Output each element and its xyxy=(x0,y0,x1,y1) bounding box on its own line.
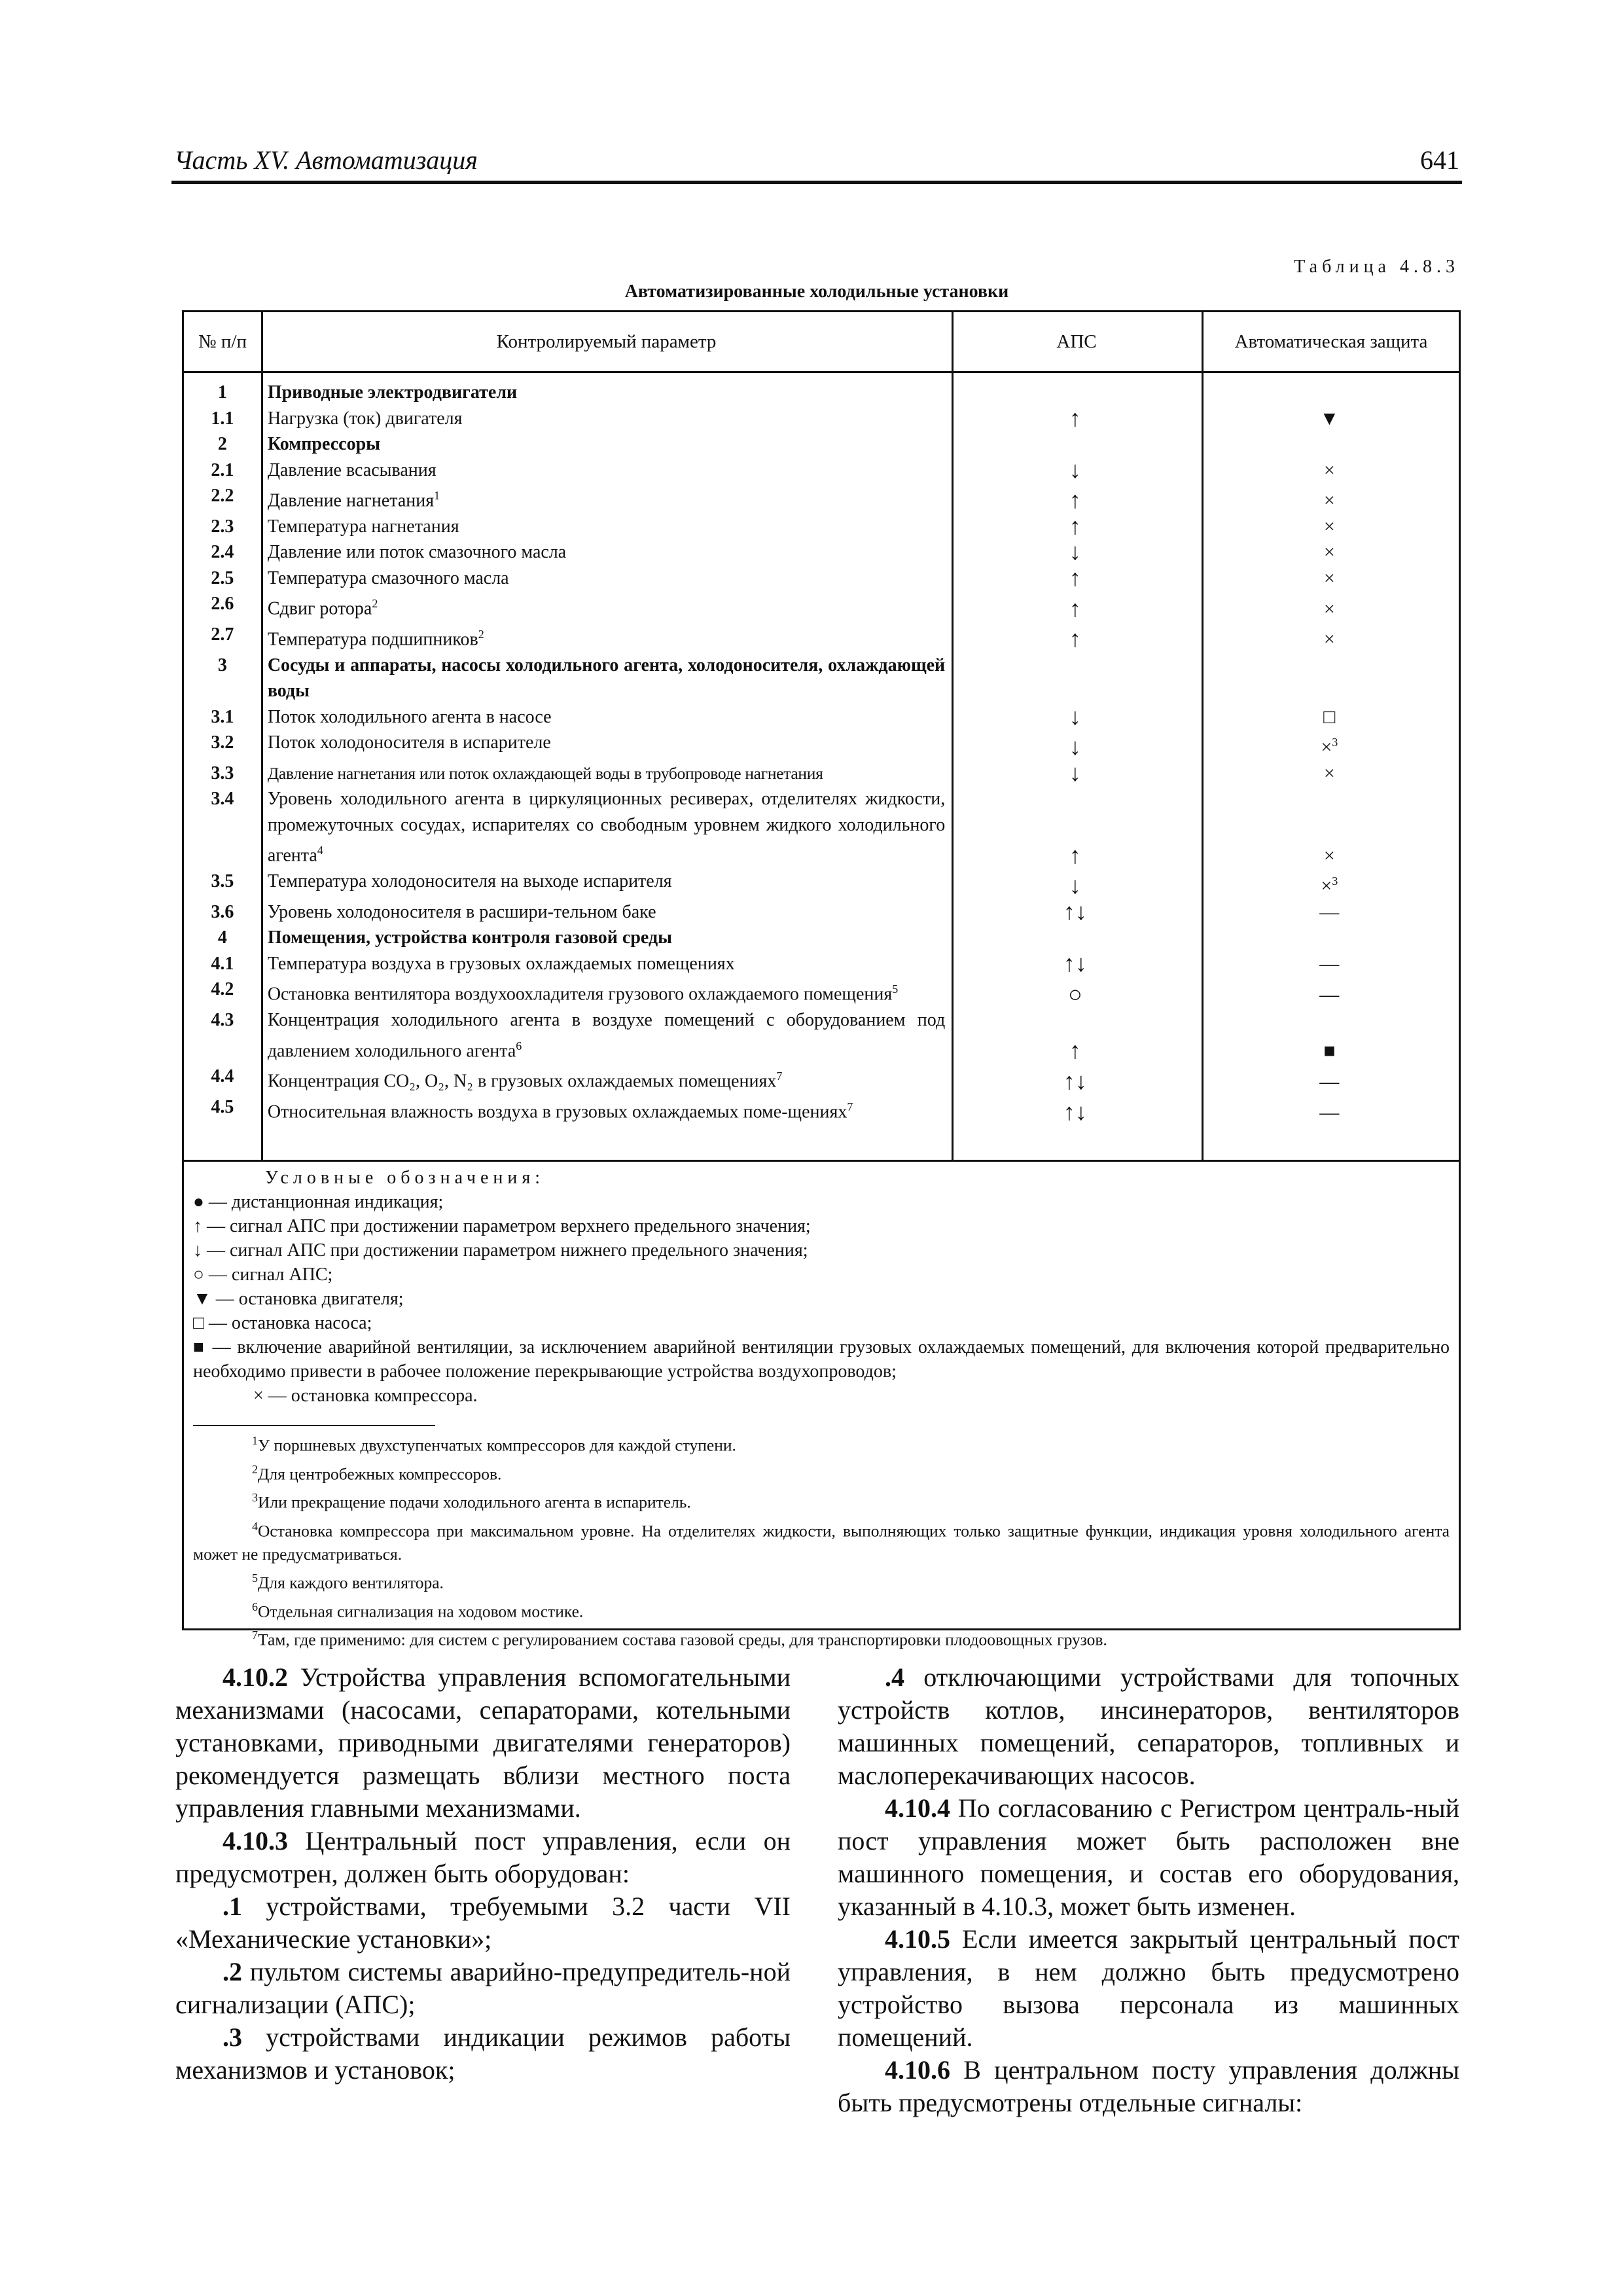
table-row xyxy=(184,514,1459,540)
paragraph xyxy=(838,1792,1459,1923)
row-parameter-text: Сосуды и аппараты, насосы холодильного агента, холодоносителя, охлаждающей воды xyxy=(267,655,946,702)
row-parameter xyxy=(261,431,950,457)
table-header-divider xyxy=(184,371,1459,373)
row-aps xyxy=(950,761,1200,787)
footnote-number: 5 xyxy=(252,1571,258,1585)
row-parameter-text: Температура подшипников xyxy=(267,629,478,650)
row-protection xyxy=(1200,622,1459,653)
paragraph-text: Устройства управления вспомогательными механизмами (насосами, сепараторами, котельными установками, приводными двигателями генераторов) рекомендуется размещать вблизи местного поста управления главными механизмами. xyxy=(175,1662,791,1823)
row-number: 2.5 xyxy=(211,567,234,588)
row-parameter-text: Давление или поток смазочного масла xyxy=(267,542,567,563)
row-protection xyxy=(1200,951,1459,977)
protection-symbol: □ xyxy=(1323,706,1336,728)
paragraph-text: Центральный пост управления, если он предусмотрен, должен быть оборудован: xyxy=(175,1826,791,1888)
legend-item: ● — дистанционная индикация; xyxy=(193,1192,444,1212)
protection-symbol: — xyxy=(1319,1101,1340,1123)
aps-symbol: ↑ xyxy=(1069,404,1081,431)
row-aps xyxy=(950,977,1200,1007)
row-aps xyxy=(950,431,1200,457)
table-row xyxy=(184,457,1459,484)
footnote-rule xyxy=(193,1425,435,1426)
row-parameter xyxy=(261,380,950,406)
footnote xyxy=(193,1515,1450,1567)
row-protection xyxy=(1200,431,1459,457)
paragraph-number: 4.10.5 xyxy=(885,1924,950,1954)
row-protection xyxy=(1200,1007,1459,1064)
table-header-protection: Автоматическая защита xyxy=(1234,331,1428,352)
table-row xyxy=(184,1094,1459,1125)
row-parameter-text: Уровень холодильного агента в циркуляционных ресиверах, отделителях жидкости, промежуточных сосудах, испарителях со свободным уровнем жидкого холодильного агента xyxy=(267,789,946,866)
row-number: 3.3 xyxy=(211,762,234,783)
aps-symbol: ↓ xyxy=(1069,539,1081,565)
row-aps xyxy=(950,406,1200,432)
body-column-left xyxy=(175,1661,791,2087)
row-number: 3.5 xyxy=(211,871,234,892)
protection-symbol: × xyxy=(1323,541,1335,564)
row-protection xyxy=(1200,899,1459,925)
row-parameter xyxy=(261,622,950,653)
row-protection xyxy=(1200,483,1459,514)
row-aps xyxy=(950,786,1200,869)
footnote-text: Отдельная сигнализация на ходовом мостике. xyxy=(258,1602,584,1621)
footnote xyxy=(193,1595,1450,1624)
paragraph xyxy=(838,1923,1459,2054)
aps-symbol: ↑↓ xyxy=(1063,898,1087,925)
protection-symbol: — xyxy=(1319,901,1340,923)
footnote xyxy=(193,1623,1450,1652)
protection-symbol: × xyxy=(1323,598,1335,620)
row-protection xyxy=(1200,869,1459,899)
aps-symbol: ↑ xyxy=(1069,564,1081,591)
row-parameter xyxy=(261,899,950,925)
row-protection xyxy=(1200,1094,1459,1125)
row-parameter xyxy=(261,1007,950,1064)
paragraph-number: 4.10.2 xyxy=(223,1662,288,1692)
legend-item: ■ — включение аварийной вентиляции, за исключением аварийной вентиляции грузовых охлаждаемых помещений, для включения которой предварительно необходимо привести в рабочее положение перекрывающие устройства воздухопроводов; xyxy=(193,1337,1450,1382)
footnote-number: 7 xyxy=(252,1628,258,1641)
row-number: 4.1 xyxy=(211,953,234,974)
aps-symbol: ↓ xyxy=(1069,734,1081,761)
table-body xyxy=(184,380,1459,1125)
row-number: 3.6 xyxy=(211,901,234,922)
row-parameter-text: Уровень холодоносителя в расшири-тельном баке xyxy=(267,901,656,922)
footnote-text: Для каждого вентилятора. xyxy=(258,1573,444,1592)
row-parameter xyxy=(261,457,950,484)
paragraph-number: .2 xyxy=(223,1957,242,1986)
legend-item: ↑ — сигнал АПС при достижении параметром верхнего предельного значения; xyxy=(193,1216,811,1236)
table-row xyxy=(184,380,1459,406)
row-parameter xyxy=(261,704,950,730)
table-number: Таблица 4.8.3 xyxy=(1294,257,1459,277)
footnote-text: У поршневых двухступенчатых компрессоров для каждой ступени. xyxy=(258,1435,736,1455)
paragraph-number: 4.10.4 xyxy=(885,1793,950,1823)
table-row xyxy=(184,786,1459,869)
row-protection xyxy=(1200,565,1459,592)
footnote-number: 1 xyxy=(252,1434,258,1447)
footnote xyxy=(193,1429,1450,1458)
aps-symbol: ○ xyxy=(1068,980,1082,1007)
footnote-text: Там, где применимо: для систем с регулированием состава газовой среды, для транспортировки плодоовощных грузов. xyxy=(258,1630,1107,1649)
row-number: 2.2 xyxy=(211,486,234,506)
table-row xyxy=(184,704,1459,730)
legend-title: Условные обозначения: xyxy=(265,1168,545,1188)
row-aps xyxy=(950,565,1200,592)
footnote-number: 4 xyxy=(252,1519,258,1533)
row-protection xyxy=(1200,406,1459,432)
row-aps xyxy=(950,704,1200,730)
paragraph-number: .3 xyxy=(223,2022,242,2052)
protection-symbol: × xyxy=(1323,515,1335,537)
aps-symbol: ↑ xyxy=(1069,842,1081,869)
row-parameter-text: Температура воздуха в грузовых охлаждаемых помещениях xyxy=(267,953,735,974)
paragraph-number: 4.10.3 xyxy=(223,1826,288,1856)
row-parameter-text: Остановка вентилятора воздухоохладителя грузового охлаждаемого помещения xyxy=(267,984,893,1005)
footnote-text: Или прекращение подачи холодильного агента в испаритель. xyxy=(258,1492,691,1512)
row-parameter-text: Давление всасывания xyxy=(267,459,437,480)
row-number: 3 xyxy=(217,655,227,675)
footnote-ref: 7 xyxy=(776,1069,783,1083)
aps-symbol: ↓ xyxy=(1069,703,1081,730)
footnote-number: 6 xyxy=(252,1600,258,1613)
row-aps xyxy=(950,539,1200,565)
footnote-text: Остановка компрессора при максимальном уровне. На отделителях жидкости, выполняющих только защитные функции, индикация уровня холодильного агента может не предусматриваться. xyxy=(193,1521,1450,1564)
paragraph-text: В центральном посту управления должны быть предусмотрены отдельные сигналы: xyxy=(838,2055,1459,2117)
aps-symbol: ↑ xyxy=(1069,626,1081,653)
row-parameter-text: Помещения, устройства контроля газовой среды xyxy=(267,927,673,948)
legend-item: ○ — сигнал АПС; xyxy=(193,1265,333,1285)
paragraph xyxy=(175,1956,791,2021)
table-title: Автоматизированные холодильные установки xyxy=(624,281,1009,302)
protection-symbol: × xyxy=(1323,567,1335,589)
paragraph xyxy=(175,1825,791,1890)
table-row xyxy=(184,431,1459,457)
footnote-ref: 1 xyxy=(434,489,440,502)
protection-symbol: ×$^3$ xyxy=(1321,874,1338,897)
row-parameter-text: Температура смазочного масла xyxy=(267,567,509,588)
row-parameter xyxy=(261,653,950,704)
table-row xyxy=(184,977,1459,1007)
table-row xyxy=(184,653,1459,704)
row-protection xyxy=(1200,380,1459,406)
row-protection xyxy=(1200,514,1459,540)
row-protection xyxy=(1200,977,1459,1007)
footnote-ref: 3 xyxy=(1332,874,1338,888)
row-number: 4.2 xyxy=(211,979,234,1000)
aps-symbol: ↑↓ xyxy=(1063,1067,1087,1094)
table-row xyxy=(184,730,1459,761)
row-aps xyxy=(950,899,1200,925)
table-header-param: Контролируемый параметр xyxy=(496,331,717,352)
row-parameter xyxy=(261,786,950,869)
table-row xyxy=(184,899,1459,925)
paragraph xyxy=(838,1661,1459,1792)
aps-symbol: ↑↓ xyxy=(1063,950,1087,977)
row-parameter xyxy=(261,483,950,514)
legend-box xyxy=(182,1160,1461,1649)
row-parameter xyxy=(261,761,950,787)
row-parameter xyxy=(261,925,950,951)
paragraph-number: 4.10.6 xyxy=(885,2055,950,2085)
protection-symbol: — xyxy=(1319,983,1340,1005)
row-protection xyxy=(1200,457,1459,484)
row-parameter xyxy=(261,869,950,899)
row-aps xyxy=(950,483,1200,514)
row-parameter xyxy=(261,539,950,565)
table-header-num: № п/п xyxy=(198,331,247,352)
row-parameter-text: Температура нагнетания xyxy=(267,516,459,537)
table-row xyxy=(184,539,1459,565)
row-number: 3.1 xyxy=(211,706,234,727)
row-number: 2.4 xyxy=(211,542,234,563)
footnote-ref: 7 xyxy=(847,1100,853,1114)
table-row xyxy=(184,951,1459,977)
row-parameter xyxy=(261,406,950,432)
row-aps xyxy=(950,591,1200,622)
footnote-text: Для центробежных компрессоров. xyxy=(258,1464,502,1483)
paragraph-number: .4 xyxy=(885,1662,904,1692)
legend-item: × — остановка компрессора. xyxy=(253,1386,478,1406)
row-protection xyxy=(1200,591,1459,622)
row-number: 2.6 xyxy=(211,594,234,615)
row-number: 2.1 xyxy=(211,459,234,480)
table-row xyxy=(184,591,1459,622)
paragraph-number: .1 xyxy=(223,1892,242,1921)
aps-symbol: ↓ xyxy=(1069,759,1081,786)
paragraph-text: устройствами, требуемыми 3.2 части VII «Механические установки»; xyxy=(175,1892,791,1954)
row-protection xyxy=(1200,925,1459,951)
row-aps xyxy=(950,514,1200,540)
row-parameter xyxy=(261,591,950,622)
row-number: 3.2 xyxy=(211,732,234,753)
protection-symbol: × xyxy=(1323,459,1335,481)
protection-symbol: × xyxy=(1323,628,1335,651)
footnote-number: 3 xyxy=(252,1491,258,1504)
protection-symbol: × xyxy=(1323,762,1335,784)
protection-symbol: — xyxy=(1319,952,1340,975)
protection-symbol: × xyxy=(1323,490,1335,512)
row-parameter xyxy=(261,730,950,761)
footnote-ref: 6 xyxy=(516,1039,522,1052)
aps-symbol: ↑↓ xyxy=(1063,1098,1087,1125)
row-protection xyxy=(1200,786,1459,869)
aps-symbol: ↑ xyxy=(1069,1037,1081,1064)
footnote-ref: 3 xyxy=(1332,736,1338,749)
paragraph xyxy=(175,2021,791,2087)
row-protection xyxy=(1200,704,1459,730)
footnote-ref: 4 xyxy=(317,844,323,857)
row-parameter xyxy=(261,951,950,977)
row-parameter-text: Температура холодоносителя на выходе испарителя xyxy=(267,871,672,892)
protection-symbol: × xyxy=(1323,844,1335,867)
paragraph xyxy=(175,1890,791,1956)
row-parameter-text: Концентрация CO₂, O₂, N₂ в грузовых охлаждаемых помещениях xyxy=(267,1071,777,1092)
table-row xyxy=(184,869,1459,899)
footnotes xyxy=(193,1429,1450,1652)
legend-items xyxy=(193,1190,1450,1408)
automation-table xyxy=(182,310,1461,1162)
row-aps xyxy=(950,869,1200,899)
row-number: 4.4 xyxy=(211,1066,234,1087)
row-aps xyxy=(950,951,1200,977)
row-aps xyxy=(950,1094,1200,1125)
aps-symbol: ↑ xyxy=(1069,487,1081,514)
row-parameter-text: Приводные электродвигатели xyxy=(267,382,518,403)
row-number: 1 xyxy=(217,382,227,403)
page-number: 641 xyxy=(1420,145,1459,175)
row-number: 1.1 xyxy=(211,408,234,429)
footnote-ref: 2 xyxy=(478,628,484,641)
protection-symbol: ×$^3$ xyxy=(1321,736,1338,759)
row-aps xyxy=(950,925,1200,951)
row-parameter-text: Компрессоры xyxy=(267,434,381,454)
row-parameter-text: Давление нагнетания или поток охлаждающей воды в трубопроводе нагнетания xyxy=(267,763,823,783)
table-row xyxy=(184,1007,1459,1064)
row-aps xyxy=(950,380,1200,406)
paragraph-text: отключающими устройствами для топочных устройств котлов, инсинераторов, вентиляторов машинных помещений, сепараторов, топливных и маслоперекачивающих насосов. xyxy=(838,1662,1459,1790)
row-protection xyxy=(1200,653,1459,704)
table-header-aps: АПС xyxy=(1056,331,1097,352)
row-protection xyxy=(1200,761,1459,787)
body-column-right xyxy=(838,1661,1459,2119)
paragraph-text: Если имеется закрытый центральный пост управления, в нем должно быть предусмотрено устройство вызова персонала из машинных помещений. xyxy=(838,1924,1459,2052)
row-parameter-text: Поток холодоносителя в испарителе xyxy=(267,732,551,753)
table-row xyxy=(184,565,1459,592)
table-row xyxy=(184,761,1459,787)
protection-symbol: — xyxy=(1319,1070,1340,1092)
row-number: 2 xyxy=(217,434,227,454)
row-parameter-text: Нагрузка (ток) двигателя xyxy=(267,408,463,429)
row-parameter-text: Поток холодильного агента в насосе xyxy=(267,706,552,727)
row-parameter xyxy=(261,1094,950,1125)
row-parameter xyxy=(261,1064,950,1094)
row-number: 4.3 xyxy=(211,1010,234,1031)
table-row xyxy=(184,622,1459,653)
legend-item: ↓ — сигнал АПС при достижении параметром нижнего предельного значения; xyxy=(193,1240,808,1261)
row-protection xyxy=(1200,730,1459,761)
paragraph-text: устройствами индикации режимов работы механизмов и установок; xyxy=(175,2022,791,2085)
row-parameter-text: Давление нагнетания xyxy=(267,490,435,511)
footnote xyxy=(193,1566,1450,1595)
row-number: 3.4 xyxy=(211,789,234,810)
protection-symbol: ▼ xyxy=(1319,407,1340,429)
row-number: 4.5 xyxy=(211,1097,234,1118)
row-parameter xyxy=(261,977,950,1007)
aps-symbol: ↑ xyxy=(1069,512,1081,539)
row-parameter-text: Относительная влажность воздуха в грузовых охлаждаемых поме-щениях xyxy=(267,1102,847,1122)
aps-symbol: ↑ xyxy=(1069,595,1081,622)
footnote xyxy=(193,1458,1450,1486)
aps-symbol: ↓ xyxy=(1069,456,1081,483)
row-parameter xyxy=(261,514,950,540)
row-aps xyxy=(950,1064,1200,1094)
row-aps xyxy=(950,653,1200,704)
footnote-ref: 5 xyxy=(892,982,899,996)
row-aps xyxy=(950,457,1200,484)
footnote-number: 2 xyxy=(252,1462,258,1476)
footnote-ref: 2 xyxy=(372,597,378,611)
table-row xyxy=(184,925,1459,951)
row-aps xyxy=(950,1007,1200,1064)
paragraph-text: По согласованию с Регистром централь-ный пост управления может быть расположен вне машинного помещения, и состав его оборудования, указанный в 4.10.3, может быть изменен. xyxy=(838,1793,1459,1921)
row-parameter xyxy=(261,565,950,592)
paragraph-text: пультом системы аварийно-предупредитель-ной сигнализации (АПС); xyxy=(175,1957,791,2019)
row-parameter-text: Сдвиг ротора xyxy=(267,598,372,619)
paragraph xyxy=(175,1661,791,1825)
row-number: 4 xyxy=(217,927,227,948)
row-protection xyxy=(1200,539,1459,565)
footnote xyxy=(193,1486,1450,1515)
row-number: 2.7 xyxy=(211,624,234,645)
paragraph xyxy=(838,2054,1459,2119)
aps-symbol: ↓ xyxy=(1069,872,1081,899)
table-row xyxy=(184,406,1459,432)
row-number: 2.3 xyxy=(211,516,234,537)
protection-symbol: ■ xyxy=(1323,1039,1336,1062)
row-protection xyxy=(1200,1064,1459,1094)
running-header-part: Часть XV. Автоматизация xyxy=(174,145,478,175)
row-parameter-text: Концентрация холодильного агента в воздухе помещений с оборудованием под давлением холодильного агента xyxy=(267,1010,946,1061)
row-aps xyxy=(950,730,1200,761)
row-aps xyxy=(950,622,1200,653)
running-header xyxy=(171,140,1462,184)
legend-item: □ — остановка насоса; xyxy=(193,1313,372,1333)
table-row xyxy=(184,483,1459,514)
legend-item: ▼ — остановка двигателя; xyxy=(193,1289,404,1309)
table-row xyxy=(184,1064,1459,1094)
